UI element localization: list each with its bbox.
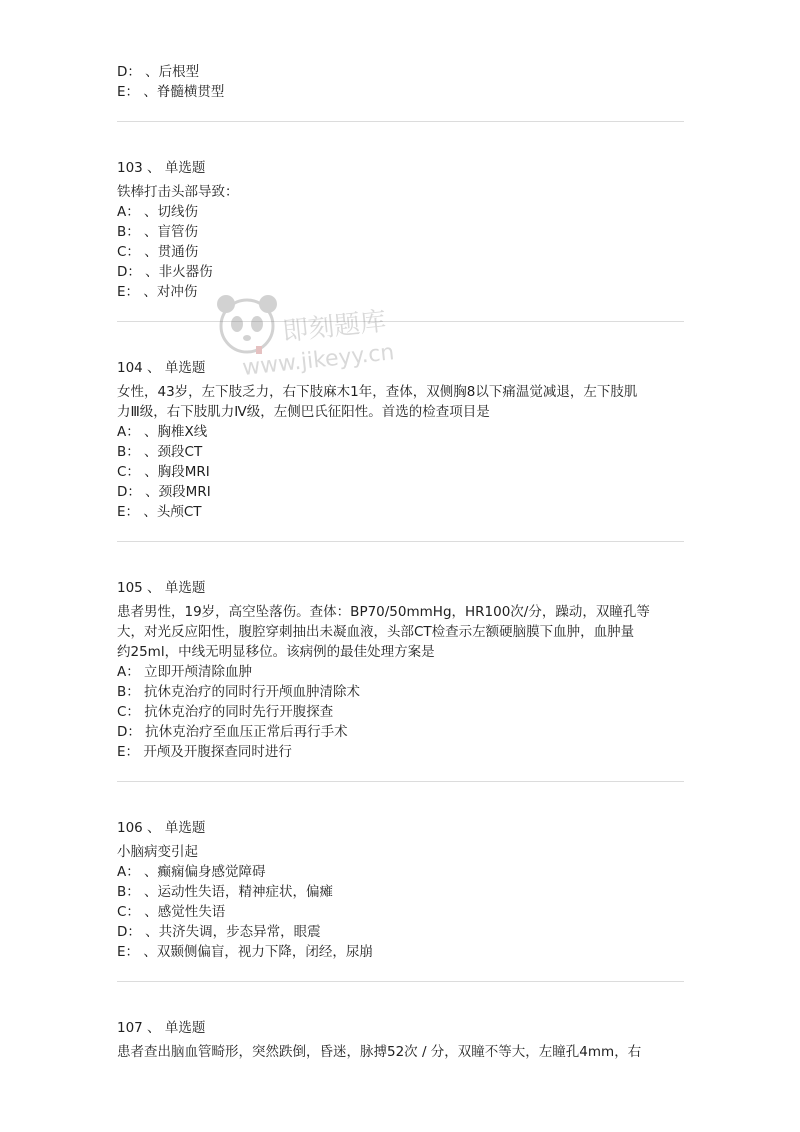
- option-a: A： 、癫痫偏身感觉障碍: [117, 864, 266, 880]
- divider: [117, 541, 684, 542]
- option-c: C： 、感觉性失语: [117, 904, 226, 920]
- option-c: C： 抗休克治疗的同时先行开腹探查: [117, 704, 334, 720]
- option-d: D： 、颈段MRI: [117, 484, 211, 500]
- option-c: C： 、胸段MRI: [117, 464, 210, 480]
- option-e: E： 、脊髓横贯型: [117, 84, 225, 100]
- watermark-url: www.jikeyy.cn: [241, 340, 396, 381]
- option-b: B： 抗休克治疗的同时行开颅血肿清除术: [117, 684, 361, 700]
- question-header-104: 104 、 单选题: [117, 360, 206, 376]
- question-stem-line: 约25ml，中线无明显移位。该病例的最佳处理方案是: [117, 644, 435, 660]
- option-d: D： 、非火器伤: [117, 264, 213, 280]
- divider: [117, 981, 684, 982]
- option-e: E： 、头颅CT: [117, 504, 202, 520]
- question-header-107: 107 、 单选题: [117, 1020, 206, 1036]
- option-c: C： 、贯通伤: [117, 244, 199, 260]
- watermark: [212, 288, 432, 388]
- question-stem-103: 铁棒打击头部导致：: [117, 184, 239, 200]
- option-b: B： 、运动性失语，精神症状，偏瘫: [117, 884, 334, 900]
- option-e: E： 、双颞侧偏盲，视力下降，闭经，尿崩: [117, 944, 373, 960]
- option-e: E： 、对冲伤: [117, 284, 198, 300]
- divider: [117, 121, 684, 122]
- divider: [117, 321, 684, 322]
- option-b: B： 、盲管伤: [117, 224, 199, 240]
- option-e: E： 开颅及开腹探查同时进行: [117, 744, 292, 760]
- option-a: A： 、胸椎X线: [117, 424, 208, 440]
- option-b: B： 、颈段CT: [117, 444, 203, 460]
- option-d: D： 、共济失调，步态异常，眼震: [117, 924, 321, 940]
- panda-logo-icon: [212, 288, 282, 368]
- option-a: A： 立即开颅清除血肿: [117, 664, 253, 680]
- option-d: D： 、后根型: [117, 64, 200, 80]
- question-header-103: 103 、 单选题: [117, 160, 206, 176]
- question-header-105: 105 、 单选题: [117, 580, 206, 596]
- option-d: D： 抗休克治疗至血压正常后再行手术: [117, 724, 348, 740]
- option-a: A： 、切线伤: [117, 204, 199, 220]
- question-stem-line: 大，对光反应阳性，腹腔穿刺抽出未凝血液，头部CT检查示左额硬脑膜下血肿，血肿量: [117, 624, 635, 640]
- question-header-106: 106 、 单选题: [117, 820, 206, 836]
- question-stem-line: 女性，43岁，左下肢乏力，右下肢麻木1年，查体，双侧胸8以下痛温觉减退，左下肢肌: [117, 384, 638, 400]
- watermark-text: 即刻题库: [280, 306, 388, 348]
- question-stem-line: 患者男性，19岁，高空坠落伤。查体：BP70/50mmHg，HR100次/分，躁动，双瞳孔等: [117, 604, 650, 620]
- question-stem-106: 小脑病变引起: [117, 844, 198, 860]
- question-stem-107: 患者查出脑血管畸形，突然跌倒，昏迷，脉搏52次 / 分，双瞳不等大，左瞳孔4mm，右: [117, 1044, 642, 1060]
- divider: [117, 781, 684, 782]
- question-stem-line: 力Ⅲ级，右下肢肌力Ⅳ级，左侧巴氏征阳性。首选的检查项目是: [117, 404, 490, 420]
